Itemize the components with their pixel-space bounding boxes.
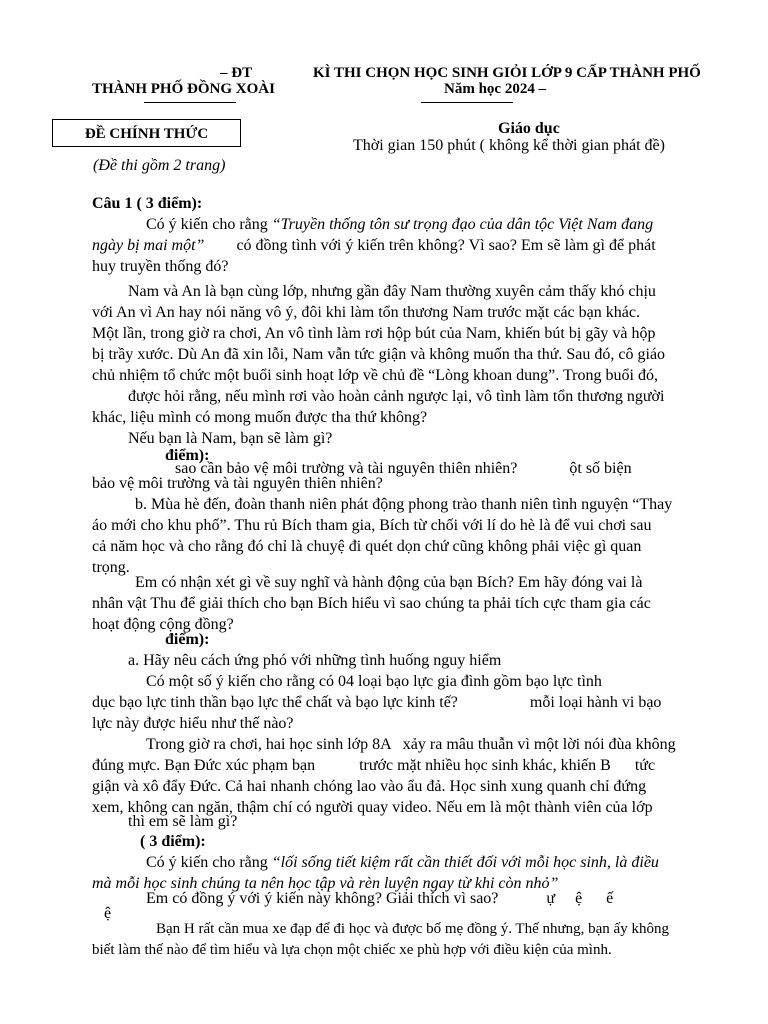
- body-line-part: ột số biện: [517, 460, 632, 477]
- body-line: [146, 855, 659, 871]
- body-line: a. Hãy nêu cách ứng phó với những tình huống nguy hiểm: [128, 652, 502, 669]
- body-line: được hỏi rằng, nếu mình rơi vào hoàn cảnh ngược lại, vô tình làm tổn thương người: [128, 388, 665, 405]
- body-line: Bạn H rất cần mua xe đạp để đi học và được bố mẹ đồng ý. Thế nhưng, bạn ấy không: [156, 921, 669, 937]
- body-line: bảo vệ môi trường và tài nguyên thiên nhiên?: [92, 475, 383, 492]
- department-label: – ĐT: [220, 65, 253, 81]
- body-line: Nếu bạn là Nam, bạn sẽ làm gì?: [128, 430, 333, 447]
- body-line-part: tức: [610, 757, 656, 774]
- body-line-part: Em có đồng ý với ý kiến này không? Giải thích vì sao?: [146, 890, 499, 907]
- body-line-part: Có ý kiến cho rằng: [146, 216, 272, 233]
- header-left-underline: [144, 102, 236, 103]
- body-line: khác, liệu mình có mong muốn được tha thứ không?: [92, 409, 428, 426]
- body-line-part: ự ệ ế: [498, 890, 614, 907]
- body-line-part: mỗi loại hành vi bạo: [457, 694, 662, 711]
- city-label: THÀNH PHỐ ĐỒNG XOÀI: [92, 81, 275, 97]
- body-line-part: xảy ra mâu thuẫn vì một lời nói đùa không: [390, 736, 676, 753]
- body-line: Có một số ý kiến cho rằng có 04 loại bạo lực gia đình gồm bạo lực tình: [146, 673, 602, 690]
- body-line-part: “Truyền thống tôn sư trọng đạo của dân tộc Việt Nam đang: [271, 216, 654, 233]
- body-line-part: Có ý kiến cho rằng: [146, 854, 272, 871]
- body-line: biết làm thế nào để tìm hiểu và lựa chọn một chiếc xe phù hợp với điều kiện của mình.: [92, 942, 612, 958]
- body-line: lực này được hiểu như thế nào?: [92, 715, 294, 732]
- time-note: Thời gian 150 phút ( không kể thời gian phát đề): [353, 137, 665, 154]
- body-line-part: Trong giờ ra chơi, hai học sinh lớp 8A: [146, 736, 391, 753]
- official-exam-label: ĐỀ CHÍNH THỨC: [84, 126, 209, 142]
- page-count-note: (Đề thi gồm 2 trang): [93, 157, 226, 174]
- exam-title: KÌ THI CHỌN HỌC SINH GIỎI LỚP 9 CẤP THÀNH PHỐ: [313, 65, 701, 81]
- body-line: [92, 238, 656, 254]
- body-line: điểm):: [165, 447, 210, 464]
- body-line: [92, 758, 655, 774]
- body-line: áo mới cho khu phố”. Thu rủ Bích tham gia, Bích từ chối với lí do hè là để vui chơi sau: [92, 517, 652, 534]
- body-line: hoạt động cộng đồng?: [92, 616, 234, 633]
- body-line: b. Mùa hè đến, đoàn thanh niên phát động phong trào thanh niên tình nguyện “Thay: [135, 496, 673, 513]
- body-line-part: đúng mực. Bạn Đức xúc phạm bạn: [92, 757, 316, 774]
- header-right-underline: [421, 102, 513, 103]
- body-line: cả năm học và cho rằng đó chỉ là chuyệ đi quét dọn chứ cũng không phải việc gì quan: [92, 538, 642, 555]
- body-line: Em có nhận xét gì về suy nghĩ và hành động của bạn Bích? Em hãy đóng vai là: [135, 574, 643, 591]
- body-line: Câu 1 ( 3 điểm):: [92, 195, 203, 212]
- body-line: điểm):: [165, 631, 210, 648]
- body-line: xem, không can ngăn, thậm chí có người quay video. Nếu em là một thành viên của lớp: [92, 799, 653, 816]
- body-line-part: trước mặt nhiều học sinh khác, khiến B: [315, 757, 611, 774]
- body-line: mà mỗi học sinh chúng ta nên học tập và rèn luyện ngay từ khi còn nhỏ”: [92, 875, 559, 892]
- body-line: Một lần, trong giờ ra chơi, An vô tình làm rơi hộp bút của Nam, khiến bút bị gãy và hộp: [92, 325, 656, 342]
- body-line-part: dục bạo lực tinh thần bạo lực thể chất và bạo lực kinh tế?: [92, 694, 458, 711]
- body-line: trọng.: [92, 559, 130, 576]
- body-line-part: sao cần bảo vệ môi trường và tài nguyên thiên nhiên?: [175, 460, 518, 477]
- body-line-part: ngày bị mai một”: [92, 237, 205, 254]
- body-line: nhân vật Thu để giải thích cho bạn Bích hiểu vì sao chúng ta phải tích cực tham gia các: [92, 595, 651, 612]
- body-line: [146, 891, 613, 907]
- body-line: ( 3 điểm):: [140, 833, 206, 850]
- body-line: ệ: [104, 905, 112, 922]
- body-line: [92, 695, 661, 711]
- body-line: bị trầy xước. Dù An đã xin lỗi, Nam vẫn tức giận và không muốn tha thứ. Sau đó, cô giáo: [92, 346, 666, 363]
- body-line: Nam và An là bạn cùng lớp, nhưng gần đây Nam thường xuyên cảm thấy khó chịu: [128, 283, 656, 300]
- official-exam-box: [52, 119, 241, 147]
- body-line: [146, 737, 676, 753]
- body-line-part: có đồng tình với ý kiến trên không? Vì sao? Em sẽ làm gì để phát: [204, 237, 656, 254]
- body-line: huy truyền thống đó?: [92, 258, 229, 275]
- body-line-part: “lối sống tiết kiệm rất cần thiết đối với mỗi học sinh, là điều: [271, 854, 659, 871]
- school-year: Năm học 2024 –: [444, 81, 547, 97]
- body-line: giận và xô đẩy Đức. Cả hai nhanh chóng lao vào ẩu đả. Học sinh xung quanh chỉ đứng: [92, 778, 647, 795]
- subject-label: Giáo dục: [498, 120, 560, 137]
- body-line: [146, 217, 653, 233]
- body-line: với An vì An hay nói năng vô ý, đôi khi làm tổn thương Nam trước mặt các bạn khác.: [92, 304, 640, 321]
- body-line: chủ nhiệm tổ chức một buổi sinh hoạt lớp về chủ đề “Lòng khoan dung”. Trong buổi đó,: [92, 367, 658, 384]
- body-line: thì em sẽ làm gì?: [128, 813, 238, 830]
